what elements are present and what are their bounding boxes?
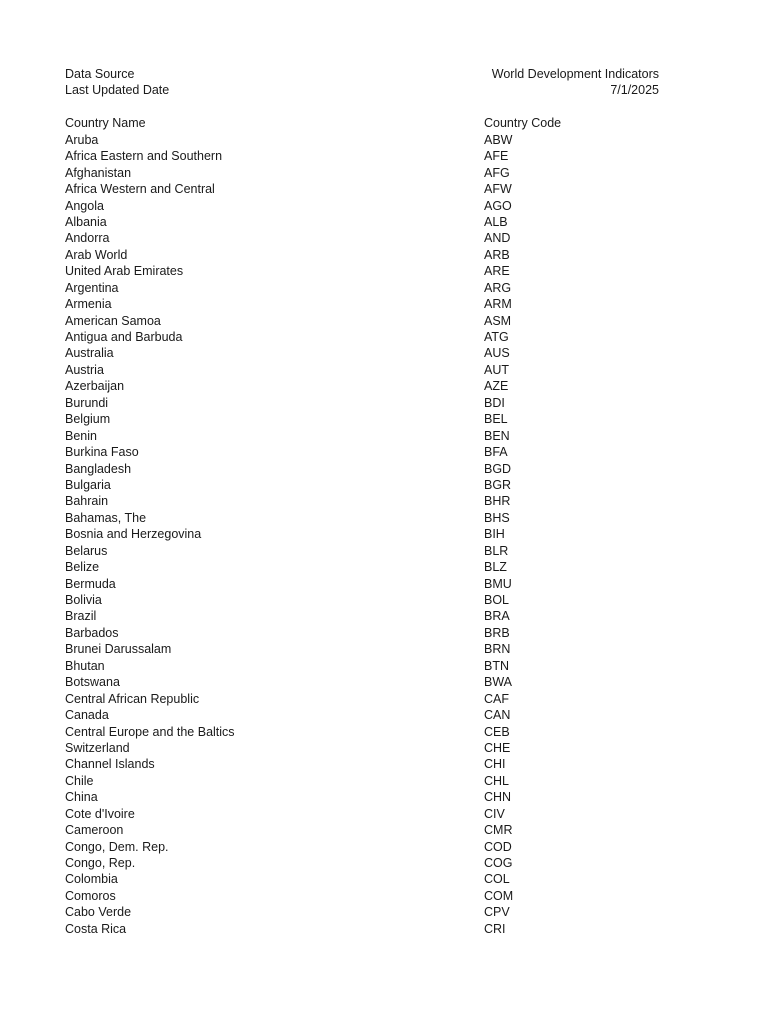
header-country-name: Country Name — [65, 116, 146, 131]
country-code-cell: CRI — [484, 921, 506, 936]
country-code-cell: BGD — [484, 461, 512, 476]
table-row — [65, 247, 659, 263]
spacer-row — [65, 99, 659, 115]
country-name-cell: Burkina Faso — [65, 445, 139, 460]
country-code-cell: CAN — [484, 708, 511, 723]
table-row — [65, 411, 659, 427]
table-row — [65, 839, 659, 855]
table-row — [65, 707, 659, 723]
table-row — [65, 822, 659, 838]
country-name-cell: Barbados — [65, 625, 119, 640]
country-code-cell: BHR — [484, 494, 511, 509]
country-name-cell: Congo, Dem. Rep. — [65, 839, 169, 854]
country-name-cell: Benin — [65, 428, 97, 443]
country-code-cell: CEB — [484, 724, 510, 739]
country-code-cell: BRN — [484, 642, 511, 657]
country-code-cell: ARB — [484, 247, 510, 262]
country-name-cell: Botswana — [65, 675, 120, 690]
last-updated-row — [65, 82, 659, 98]
table-row — [65, 871, 659, 887]
table-header-row — [65, 115, 659, 131]
country-code-cell: BRA — [484, 609, 510, 624]
country-code-cell: BDI — [484, 395, 505, 410]
country-name-cell: Armenia — [65, 297, 112, 312]
country-name-cell: Brazil — [65, 609, 97, 624]
country-code-cell: COD — [484, 839, 512, 854]
table-row — [65, 740, 659, 756]
country-code-cell: COG — [484, 856, 513, 870]
table-row — [65, 329, 659, 345]
table-row — [65, 559, 659, 575]
country-name-cell: Belize — [65, 560, 100, 575]
country-name-cell: Cabo Verde — [65, 905, 132, 920]
country-code-cell: CHL — [484, 773, 510, 788]
table-row — [65, 378, 659, 394]
table-row — [65, 526, 659, 542]
country-code-cell: ALB — [484, 214, 508, 229]
country-code-cell: BTN — [484, 658, 509, 673]
country-code-cell: AFW — [484, 182, 512, 197]
table-row — [65, 674, 659, 690]
country-name-cell: Bolivia — [65, 593, 102, 607]
country-code-cell: BWA — [484, 675, 513, 690]
country-name-cell: Colombia — [65, 872, 118, 887]
table-row — [65, 641, 659, 657]
country-code-cell: ARG — [484, 280, 512, 295]
table-row — [65, 198, 659, 214]
table-row — [65, 510, 659, 526]
country-name-cell: Arab World — [65, 247, 128, 262]
table-row — [65, 592, 659, 608]
data-source-row — [65, 66, 659, 82]
data-source-value: World Development Indicators — [491, 67, 659, 81]
country-name-cell: Angola — [65, 198, 104, 213]
country-name-cell: Bulgaria — [65, 477, 111, 492]
country-code-cell: BEL — [484, 412, 508, 427]
table-row — [65, 921, 659, 937]
country-name-cell: Congo, Rep. — [65, 856, 136, 870]
country-code-cell: BMU — [484, 576, 512, 591]
country-name-cell: Brunei Darussalam — [65, 642, 172, 657]
country-code-cell: AFE — [484, 149, 509, 164]
country-name-cell: Canada — [65, 708, 109, 723]
country-name-cell: Antigua and Barbuda — [65, 330, 183, 344]
country-code-cell: BOL — [484, 593, 510, 607]
table-row — [65, 543, 659, 559]
table-row — [65, 444, 659, 460]
table-row — [65, 691, 659, 707]
table-row — [65, 773, 659, 789]
country-code-cell: CAF — [484, 691, 509, 706]
table-row — [65, 608, 659, 624]
country-code-cell: BEN — [484, 428, 510, 443]
country-name-cell: Costa Rica — [65, 921, 127, 936]
table-row — [65, 806, 659, 822]
table-row — [65, 296, 659, 312]
country-name-cell: Albania — [65, 214, 107, 229]
table-row — [65, 345, 659, 361]
country-name-cell: Channel Islands — [65, 757, 155, 772]
country-name-cell: Cameroon — [65, 823, 124, 838]
country-name-cell: Australia — [65, 346, 114, 361]
table-row — [65, 148, 659, 164]
country-name-cell: Cote d'Ivoire — [65, 806, 135, 821]
table-row — [65, 461, 659, 477]
country-code-cell: CHE — [484, 740, 511, 755]
country-code-cell: CHN — [484, 790, 512, 805]
last-updated-label: Last Updated Date — [65, 83, 170, 98]
country-name-cell: Austria — [65, 362, 104, 377]
table-body — [65, 132, 659, 937]
country-code-cell: AGO — [484, 198, 512, 213]
country-code-cell: AND — [484, 231, 511, 246]
country-name-cell: Argentina — [65, 280, 119, 295]
country-code-cell: CIV — [484, 806, 505, 821]
country-name-cell: Belgium — [65, 412, 111, 427]
country-code-cell: BHS — [484, 510, 510, 525]
country-name-cell: China — [65, 790, 98, 805]
country-name-cell: Central African Republic — [65, 691, 200, 706]
country-code-cell: ARE — [484, 264, 510, 279]
country-name-cell: Andorra — [65, 231, 110, 246]
country-name-cell: Bahamas, The — [65, 510, 147, 525]
table-row — [65, 362, 659, 378]
country-name-cell: Africa Western and Central — [65, 182, 215, 197]
country-code-cell: COL — [484, 872, 510, 887]
country-name-cell: Belarus — [65, 543, 108, 558]
table-row — [65, 181, 659, 197]
table-row — [65, 395, 659, 411]
last-updated-value: 7/1/2025 — [610, 83, 659, 98]
table-row — [65, 428, 659, 444]
table-row — [65, 625, 659, 641]
country-name-cell: Afghanistan — [65, 165, 132, 180]
country-code-cell: BIH — [484, 527, 505, 542]
table-row — [65, 132, 659, 148]
country-name-cell: Bosnia and Herzegovina — [65, 527, 202, 542]
country-code-cell: ABW — [484, 132, 513, 147]
country-code-cell: CMR — [484, 823, 513, 838]
country-code-cell: COM — [484, 888, 514, 903]
table-row — [65, 214, 659, 230]
country-code-cell: AUS — [484, 346, 510, 361]
country-code-cell: BFA — [484, 445, 508, 460]
table-row — [65, 165, 659, 181]
table-row — [65, 477, 659, 493]
country-name-cell: American Samoa — [65, 313, 161, 328]
country-name-cell: Azerbaijan — [65, 379, 125, 394]
table-row — [65, 230, 659, 246]
country-code-cell: CPV — [484, 905, 510, 920]
country-code-cell: CHI — [484, 757, 506, 772]
country-name-cell: Africa Eastern and Southern — [65, 149, 223, 164]
table-row — [65, 576, 659, 592]
country-name-cell: Bermuda — [65, 576, 116, 591]
country-code-cell: AFG — [484, 165, 510, 180]
table-row — [65, 756, 659, 772]
country-code-cell: BGR — [484, 477, 512, 492]
country-name-cell: Burundi — [65, 395, 109, 410]
table-row — [65, 313, 659, 329]
country-name-cell: Bhutan — [65, 658, 105, 673]
header-country-code: Country Code — [484, 116, 562, 131]
country-code-cell: BLR — [484, 543, 509, 558]
table-row — [65, 855, 659, 871]
country-code-cell: ATG — [484, 330, 509, 344]
table-row — [65, 280, 659, 296]
table-row — [65, 888, 659, 904]
table-row — [65, 904, 659, 920]
table-row — [65, 789, 659, 805]
country-code-cell: ARM — [484, 297, 512, 312]
country-code-cell: BLZ — [484, 560, 507, 575]
country-name-cell: Bangladesh — [65, 461, 132, 476]
table-row — [65, 658, 659, 674]
country-name-cell: Bahrain — [65, 494, 109, 509]
document-page — [65, 66, 659, 937]
country-name-cell: Central Europe and the Baltics — [65, 724, 235, 739]
country-name-cell: Comoros — [65, 888, 116, 903]
table-row — [65, 493, 659, 509]
country-name-cell: Aruba — [65, 132, 99, 147]
country-name-cell: Switzerland — [65, 740, 130, 755]
table-row — [65, 263, 659, 279]
country-code-cell: AZE — [484, 379, 509, 394]
data-source-label: Data Source — [65, 67, 135, 81]
country-code-cell: BRB — [484, 625, 510, 640]
table-row — [65, 724, 659, 740]
country-code-cell: ASM — [484, 313, 512, 328]
country-code-cell: AUT — [484, 362, 509, 377]
country-name-cell: Chile — [65, 773, 94, 788]
country-name-cell: United Arab Emirates — [65, 264, 184, 279]
